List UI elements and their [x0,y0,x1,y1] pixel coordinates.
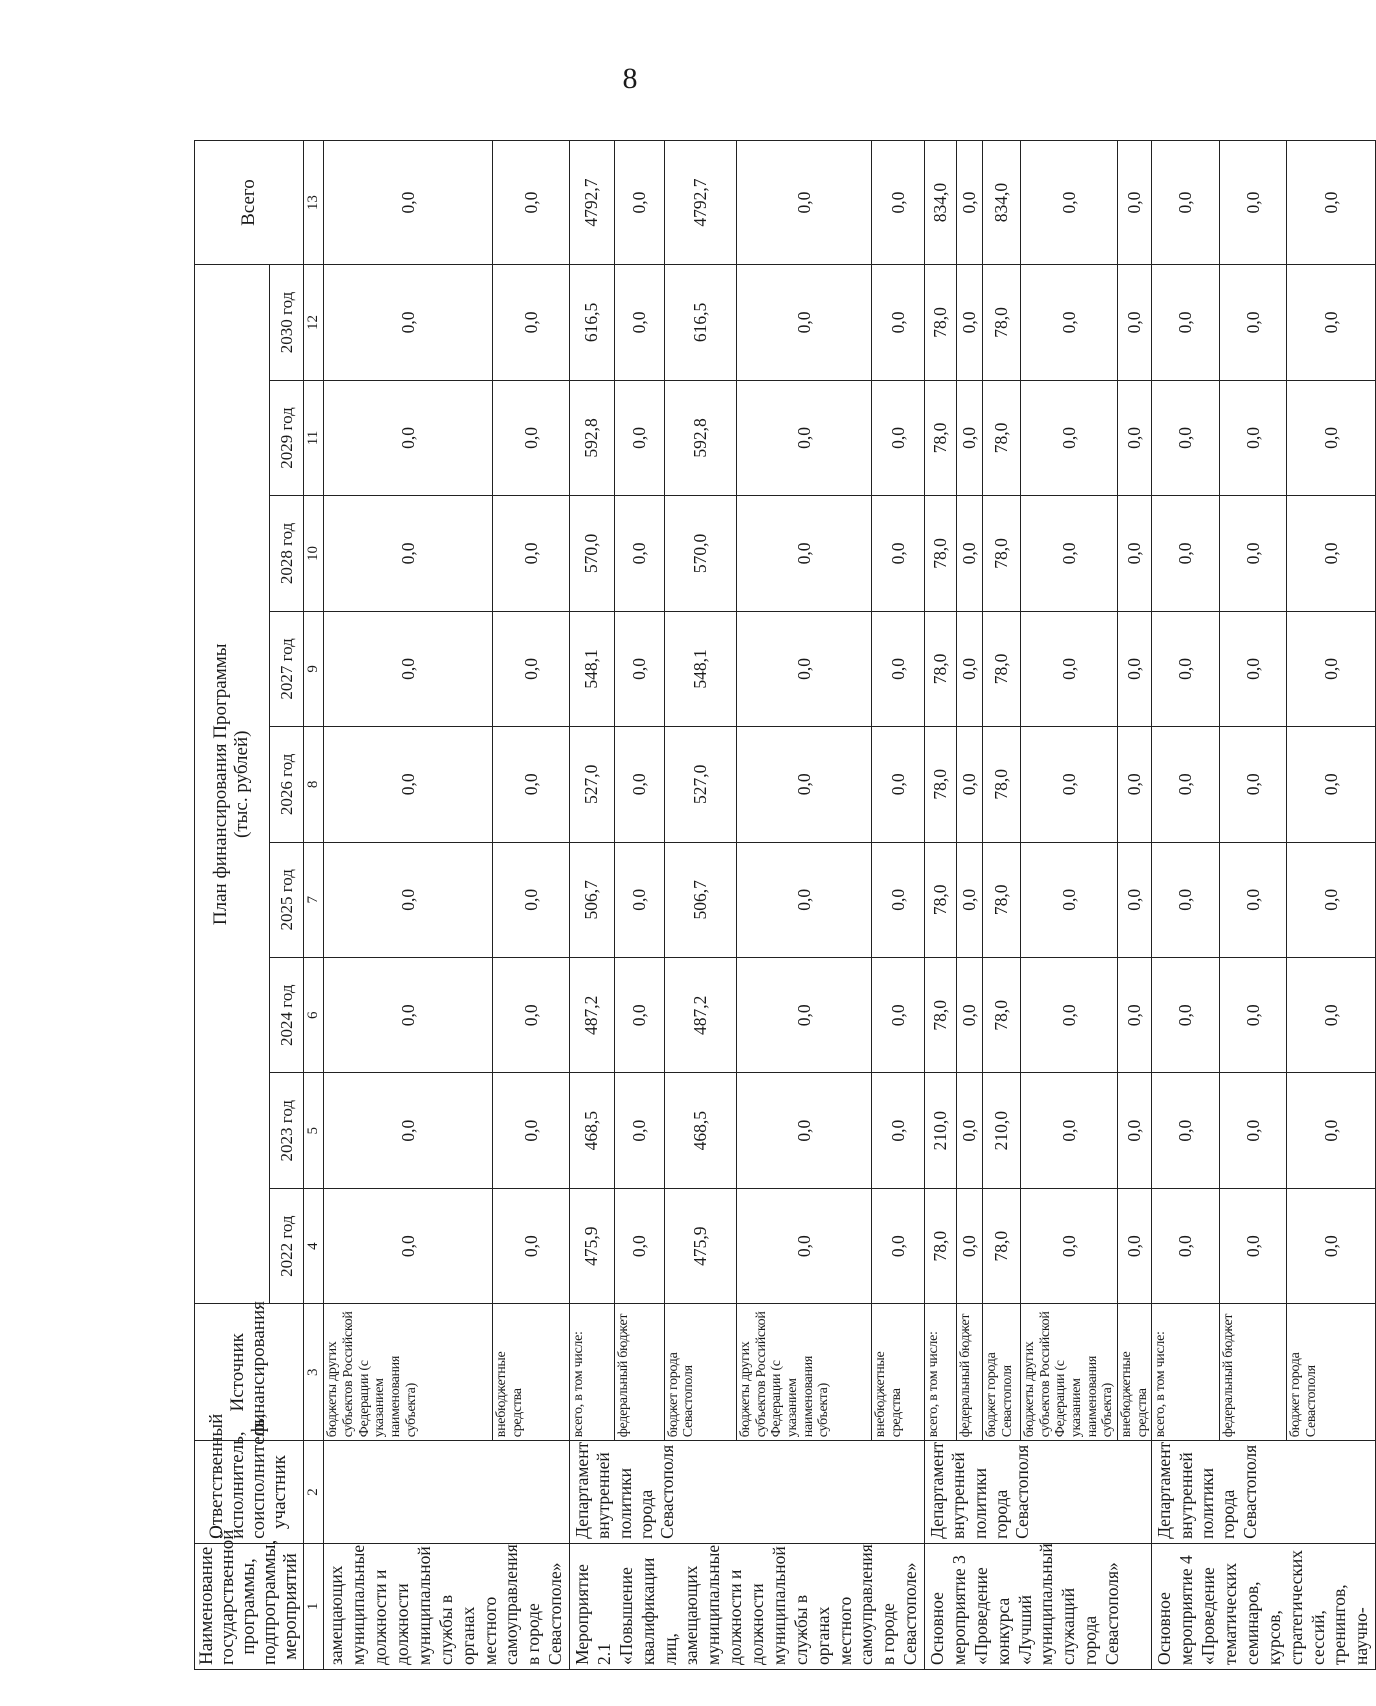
year-value-cell: 78,0 [983,958,1021,1073]
total-value-cell: 0,0 [1152,141,1219,265]
year-value-cell: 0,0 [957,496,983,611]
year-value-cell: 0,0 [1118,1188,1152,1303]
year-value-cell: 0,0 [737,380,872,495]
year-value-cell: 0,0 [1021,611,1118,726]
year-value-cell: 0,0 [1152,265,1219,381]
year-value-cell: 0,0 [1152,842,1219,957]
year-value-cell: 487,2 [570,958,615,1073]
funding-source-cell: федеральный бюджет [957,1304,983,1441]
year-value-cell: 0,0 [1118,611,1152,726]
year-value-cell: 0,0 [1219,380,1286,495]
total-value-cell: 4792,7 [570,141,615,265]
year-value-cell: 0,0 [1118,958,1152,1073]
header-year: 2025 год [270,842,304,957]
year-value-cell: 0,0 [1152,496,1219,611]
total-value-cell: 0,0 [1021,141,1118,265]
total-value-cell: 834,0 [983,141,1021,265]
year-value-cell: 78,0 [925,265,957,381]
year-value-cell: 210,0 [983,1073,1021,1188]
year-value-cell: 468,5 [664,1073,736,1188]
year-value-cell: 0,0 [324,727,493,842]
year-value-cell: 0,0 [614,496,664,611]
column-number: 7 [304,842,324,957]
year-value-cell: 0,0 [957,958,983,1073]
year-value-cell: 0,0 [614,611,664,726]
column-number: 11 [304,380,324,495]
year-value-cell: 0,0 [614,265,664,381]
year-value-cell: 0,0 [493,958,570,1073]
column-number: 1 [304,1543,324,1669]
total-value-cell: 0,0 [1287,141,1376,265]
year-value-cell: 592,8 [570,380,615,495]
rotated-table-frame [194,140,1372,1670]
year-value-cell: 0,0 [1152,1188,1219,1303]
funding-source-cell: внебюджетные средства [1118,1304,1152,1441]
table-row [664,141,736,1670]
table-row [872,141,925,1670]
year-value-cell: 475,9 [664,1188,736,1303]
funding-source-cell: бюджеты других субъектов Российской Федерации (с указанием наименования субъекта) [737,1304,872,1441]
table-row [1118,141,1152,1670]
year-value-cell: 0,0 [957,611,983,726]
year-value-cell: 0,0 [957,842,983,957]
year-value-cell: 0,0 [493,1188,570,1303]
total-value-cell: 4792,7 [664,141,736,265]
funding-source-cell: всего, в том числе: [570,1304,615,1441]
table-row [570,141,615,1670]
total-value-cell: 0,0 [737,141,872,265]
header-year: 2023 год [270,1073,304,1188]
column-number: 3 [304,1304,324,1441]
funding-source-cell: бюджет города Севастополя [1287,1304,1376,1441]
year-value-cell: 0,0 [737,496,872,611]
year-value-cell: 592,8 [664,380,736,495]
funding-source-cell: внебюджетные средства [493,1304,570,1441]
year-value-cell: 0,0 [1219,496,1286,611]
year-value-cell: 0,0 [1118,496,1152,611]
header-plan-units: (тыс. рублей) [231,730,253,838]
year-value-cell: 0,0 [737,611,872,726]
table-row [493,141,570,1670]
table-row [1219,141,1286,1670]
year-value-cell: 78,0 [983,265,1021,381]
program-name-cell: замещающих муниципальные должности и должности муниципальной службы в органах местного самоуправления в городе Севастополе» [324,1543,570,1669]
year-value-cell: 0,0 [493,727,570,842]
year-value-cell: 0,0 [324,380,493,495]
year-value-cell: 78,0 [983,842,1021,957]
program-name-cell: Основное мероприятие 4 «Проведение тематических семинаров, курсов, стратегических сессий, тренингов, научно- [1152,1543,1376,1669]
header-source: Источник финансирования [195,1304,304,1441]
total-value-cell: 834,0 [925,141,957,265]
year-value-cell: 0,0 [872,958,925,1073]
year-value-cell: 0,0 [1021,727,1118,842]
funding-source-cell: федеральный бюджет [1219,1304,1286,1441]
year-value-cell: 0,0 [1287,611,1376,726]
year-value-cell: 0,0 [1021,265,1118,381]
column-number: 9 [304,611,324,726]
table-row [1152,141,1219,1670]
year-value-cell: 0,0 [737,1188,872,1303]
year-value-cell: 0,0 [1021,1188,1118,1303]
year-value-cell: 0,0 [737,727,872,842]
year-value-cell: 0,0 [872,727,925,842]
year-value-cell: 0,0 [737,958,872,1073]
year-value-cell: 0,0 [1219,842,1286,957]
year-value-cell: 0,0 [1118,842,1152,957]
table-row [1287,141,1376,1670]
year-value-cell: 78,0 [925,380,957,495]
year-value-cell: 0,0 [1152,958,1219,1073]
year-value-cell: 0,0 [872,1188,925,1303]
funding-source-cell: бюджет города Севастополя [664,1304,736,1441]
year-value-cell: 527,0 [570,727,615,842]
program-name-cell: Основное мероприятие 3 «Проведение конкурса «Лучший муниципальный служащий города Севастополя» [925,1543,1152,1669]
column-number: 6 [304,958,324,1073]
year-value-cell: 78,0 [925,1188,957,1303]
year-value-cell: 0,0 [957,1073,983,1188]
header-program-name: Наименование государственной программы, подпрограммы, мероприятий [195,1543,304,1669]
year-value-cell: 0,0 [872,611,925,726]
table-row [1021,141,1118,1670]
table-row [983,141,1021,1670]
total-value-cell: 0,0 [872,141,925,265]
year-value-cell: 0,0 [1021,496,1118,611]
year-value-cell: 0,0 [1219,727,1286,842]
year-value-cell: 78,0 [925,496,957,611]
year-value-cell: 0,0 [1118,265,1152,381]
year-value-cell: 0,0 [1287,958,1376,1073]
year-value-cell: 0,0 [872,380,925,495]
column-number: 8 [304,727,324,842]
table-row [614,141,664,1670]
year-value-cell: 0,0 [957,380,983,495]
header-year: 2027 год [270,611,304,726]
year-value-cell: 0,0 [957,265,983,381]
year-value-cell: 78,0 [925,842,957,957]
year-value-cell: 0,0 [493,1073,570,1188]
year-value-cell: 0,0 [1287,1188,1376,1303]
year-value-cell: 0,0 [324,265,493,381]
header-year: 2029 год [270,380,304,495]
column-number: 12 [304,265,324,381]
column-number: 2 [304,1441,324,1544]
column-number: 4 [304,1188,324,1303]
year-value-cell: 0,0 [1021,1073,1118,1188]
year-value-cell: 78,0 [925,727,957,842]
year-value-cell: 0,0 [1118,380,1152,495]
table-row [737,141,872,1670]
year-value-cell: 0,0 [324,958,493,1073]
year-value-cell: 0,0 [737,842,872,957]
year-value-cell: 506,7 [570,842,615,957]
year-value-cell: 570,0 [664,496,736,611]
year-value-cell: 0,0 [957,727,983,842]
year-value-cell: 0,0 [1287,1073,1376,1188]
header-responsible: Ответственный исполнитель, соисполнитель, участник [195,1441,304,1544]
funding-source-cell: всего, в том числе: [925,1304,957,1441]
year-value-cell: 0,0 [1287,842,1376,957]
funding-source-cell: бюджеты других субъектов Российской Федерации (с указанием наименования субъекта) [1021,1304,1118,1441]
funding-source-cell: всего, в том числе: [1152,1304,1219,1441]
year-value-cell: 616,5 [664,265,736,381]
year-value-cell: 0,0 [1219,611,1286,726]
year-value-cell: 0,0 [493,611,570,726]
year-value-cell: 548,1 [570,611,615,726]
year-value-cell: 0,0 [614,380,664,495]
year-value-cell: 0,0 [614,1073,664,1188]
total-value-cell: 0,0 [1219,141,1286,265]
funding-source-cell: бюджет города Севастополя [983,1304,1021,1441]
responsible-cell: Департамент внутренней политики города Севастополя [925,1441,1152,1544]
page-number: 8 [622,62,638,95]
year-value-cell: 0,0 [1021,842,1118,957]
column-number: 10 [304,496,324,611]
year-value-cell: 0,0 [1219,1188,1286,1303]
year-value-cell: 527,0 [664,727,736,842]
year-value-cell: 78,0 [983,611,1021,726]
year-value-cell: 0,0 [493,265,570,381]
year-value-cell: 0,0 [1152,1073,1219,1188]
year-value-cell: 78,0 [983,496,1021,611]
year-value-cell: 506,7 [664,842,736,957]
total-value-cell: 0,0 [614,141,664,265]
header-plan [195,265,270,1304]
year-value-cell: 0,0 [872,1073,925,1188]
header-year: 2026 год [270,727,304,842]
year-value-cell: 0,0 [1219,265,1286,381]
total-value-cell: 0,0 [493,141,570,265]
total-value-cell: 0,0 [324,141,493,265]
funding-source-cell: бюджеты других субъектов Российской Федерации (с указанием наименования субъекта) [324,1304,493,1441]
year-value-cell: 0,0 [493,380,570,495]
program-name-cell: Мероприятие 2.1 «Повышение квалификации лиц, замещающих муниципальные должности и должности муниципальной службы в органах местного самоуправления в городе Севастополе» [570,1543,925,1669]
header-year: 2022 год [270,1188,304,1303]
total-value-cell: 0,0 [1118,141,1152,265]
year-value-cell: 0,0 [324,842,493,957]
header-plan-title: План финансирования Программы [210,643,232,926]
responsible-cell: Департамент внутренней политики города Севастополя [570,1441,925,1544]
year-value-cell: 0,0 [1287,380,1376,495]
header-year: 2028 год [270,496,304,611]
year-value-cell: 78,0 [925,611,957,726]
year-value-cell: 0,0 [614,958,664,1073]
header-year: 2030 год [270,265,304,381]
year-value-cell: 0,0 [872,496,925,611]
year-value-cell: 0,0 [1152,380,1219,495]
year-value-cell: 0,0 [872,265,925,381]
year-value-cell: 0,0 [324,611,493,726]
funding-source-cell: федеральный бюджет [614,1304,664,1441]
funding-source-cell: внебюджетные средства [872,1304,925,1441]
rotated-table-area [194,140,1372,1670]
header-year: 2024 год [270,958,304,1073]
year-value-cell: 78,0 [983,1188,1021,1303]
year-value-cell: 548,1 [664,611,736,726]
year-value-cell: 0,0 [1287,265,1376,381]
year-value-cell: 0,0 [614,842,664,957]
year-value-cell: 570,0 [570,496,615,611]
year-value-cell: 616,5 [570,265,615,381]
year-value-cell: 0,0 [957,1188,983,1303]
year-value-cell: 0,0 [737,265,872,381]
responsible-cell [324,1441,570,1544]
year-value-cell: 0,0 [1118,727,1152,842]
table-row [324,141,493,1670]
year-value-cell: 0,0 [1219,958,1286,1073]
table-row [925,141,957,1670]
column-number: 5 [304,1073,324,1188]
table-row [957,141,983,1670]
year-value-cell: 0,0 [493,496,570,611]
year-value-cell: 0,0 [1021,958,1118,1073]
year-value-cell: 0,0 [1152,611,1219,726]
header-total: Всего [195,141,304,265]
year-value-cell: 0,0 [872,842,925,957]
year-value-cell: 0,0 [737,1073,872,1188]
year-value-cell: 0,0 [1021,380,1118,495]
year-value-cell: 0,0 [1287,727,1376,842]
year-value-cell: 78,0 [925,958,957,1073]
year-value-cell: 0,0 [1152,727,1219,842]
year-value-cell: 487,2 [664,958,736,1073]
responsible-cell: Департамент внутренней политики города Севастополя [1152,1441,1376,1544]
year-value-cell: 0,0 [1219,1073,1286,1188]
year-value-cell: 210,0 [925,1073,957,1188]
column-number: 13 [304,141,324,265]
year-value-cell: 0,0 [324,1073,493,1188]
financing-table [194,140,1376,1670]
year-value-cell: 0,0 [1118,1073,1152,1188]
year-value-cell: 78,0 [983,727,1021,842]
year-value-cell: 468,5 [570,1073,615,1188]
year-value-cell: 0,0 [493,842,570,957]
total-value-cell: 0,0 [957,141,983,265]
year-value-cell: 0,0 [1287,496,1376,611]
year-value-cell: 475,9 [570,1188,615,1303]
year-value-cell: 0,0 [324,1188,493,1303]
year-value-cell: 0,0 [614,1188,664,1303]
year-value-cell: 78,0 [983,380,1021,495]
year-value-cell: 0,0 [614,727,664,842]
year-value-cell: 0,0 [324,496,493,611]
